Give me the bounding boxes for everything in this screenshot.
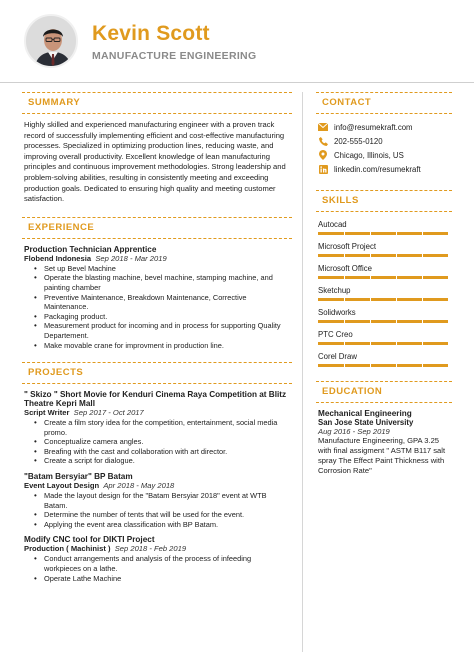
job-company-line: [24, 254, 290, 264]
skill-bar-separator: [396, 232, 397, 235]
left-column: [22, 92, 292, 583]
list-item: • Conduct arrangements and analysis of the process of infeeding workpieces on a lathe.: [34, 554, 290, 573]
skill-bar-separator: [344, 254, 345, 257]
project-title: "Batam Bersyiar" BP Batam: [24, 472, 133, 482]
project-dates: Apr 2018 - May 2018: [103, 481, 175, 491]
skill-bar: [318, 232, 448, 235]
list-item: • Applying the event area classification with BP Batam.: [34, 520, 290, 530]
candidate-name: Kevin Scott: [92, 22, 210, 45]
education-description: Manufacture Engineering, GPA 3.25 with final assigment " ASTM B117 salt spray The Effect Paint Thickness with Corrosion Rate": [318, 436, 446, 475]
skill-bar-separator: [396, 320, 397, 323]
summary-heading: SUMMARY: [22, 92, 292, 114]
location-text: Chicago, Illinois, US: [334, 150, 404, 160]
skills-list: [316, 218, 452, 367]
skill-name: Microsoft Office: [318, 264, 373, 273]
skill-bar-separator: [344, 342, 345, 345]
contact-heading: CONTACT: [316, 92, 452, 114]
project-role-line: [24, 481, 290, 491]
person-photo-icon: [26, 16, 78, 68]
list-item: • Operate the blasting machine, bevel machine, stamping machine, and painting chamber: [34, 273, 290, 292]
skill-bar-separator: [396, 364, 397, 367]
header-divider: [0, 82, 474, 83]
list-item: • Breafing with the cast and collaboration with art director.: [34, 447, 290, 457]
skill-bar-separator: [422, 298, 423, 301]
skill-bar-separator: [344, 320, 345, 323]
skill-bar-separator: [396, 276, 397, 279]
candidate-role: MANUFACTURE ENGINEERING: [92, 50, 257, 62]
map-pin-icon: [318, 150, 328, 160]
education-school: San Jose State University: [318, 418, 414, 427]
project-item: [22, 472, 292, 529]
skill-bar-separator: [422, 320, 423, 323]
right-column: [316, 92, 452, 476]
contact-list: [316, 120, 452, 176]
education-degree: Mechanical Engineering: [318, 409, 412, 418]
contact-phone[interactable]: [318, 134, 450, 148]
skill-item: [318, 242, 450, 257]
job-title: Production Technician Apprentice: [24, 244, 157, 254]
skill-item: [318, 308, 450, 323]
skills-heading: SKILLS: [316, 190, 452, 212]
skill-name: Solidworks: [318, 308, 356, 317]
summary-text: Highly skilled and experienced manufacturing engineer with a proven track record of successfully implementing efficient and cost-effective manufacturing processes. Specialized in optimizing production lines, reducing waste, and improving overall productivity. Excellent knowledge of lean manufacturing principles and continuous improvement methodologies. Strong leadership and problem-solving abilities, resulting in consistently meeting and exceeding production goals. Dedicated to ensuring high quality and meeting customer satisfaction.: [24, 120, 286, 204]
envelope-icon: [318, 122, 328, 132]
skill-name: Autocad: [318, 220, 347, 229]
skill-name: Corel Draw: [318, 352, 357, 361]
skill-bar: [318, 364, 448, 367]
skill-item: [318, 286, 450, 301]
education-dates: Aug 2016 - Sep 2019: [318, 427, 390, 436]
skill-bar: [318, 298, 448, 301]
project-role-line: [24, 408, 290, 418]
job-dates: Sep 2018 - Mar 2019: [95, 253, 167, 263]
skill-bar: [318, 254, 448, 257]
project-dates: Sep 2017 - Oct 2017: [73, 408, 144, 418]
list-item: • Determine the number of tents that will be used for the event.: [34, 510, 290, 520]
list-item: • Conceptualize camera angles.: [34, 437, 290, 447]
project-role-line: [24, 544, 290, 554]
list-item: • Packaging product.: [34, 312, 290, 322]
skill-bar-separator: [370, 342, 371, 345]
projects-heading: PROJECTS: [22, 362, 292, 384]
project-title: Modify CNC tool for DIKTI Project: [24, 535, 155, 545]
skill-bar-separator: [344, 298, 345, 301]
column-divider: [302, 92, 303, 652]
experience-heading: EXPERIENCE: [22, 217, 292, 239]
skill-bar-separator: [370, 364, 371, 367]
skill-item: [318, 330, 450, 345]
education-heading: EDUCATION: [316, 381, 452, 403]
skill-name: Sketchup: [318, 286, 351, 295]
skill-bar: [318, 342, 448, 345]
project-bullets: [34, 554, 290, 583]
list-item: • Make movable crane for improvment in production line.: [34, 341, 290, 351]
list-item: • Made the layout design for the "Batam Bersyiar 2018" event at WTB Batam.: [34, 491, 290, 510]
skill-bar-separator: [422, 342, 423, 345]
list-item: • Operate Lathe Machine: [34, 574, 290, 584]
project-bullets: [34, 418, 290, 466]
project-bullets: [34, 491, 290, 529]
job-company: Flobend Indonesia: [24, 253, 92, 263]
skill-item: [318, 220, 450, 235]
resume-header: [0, 0, 474, 82]
experience-item: [22, 245, 292, 350]
list-item: • Preventive Maintenance, Breakdown Maintenance, Corrective Maintenance.: [34, 293, 290, 312]
skill-bar-separator: [422, 232, 423, 235]
skill-bar-separator: [370, 232, 371, 235]
skill-bar-separator: [344, 364, 345, 367]
skill-bar-separator: [344, 276, 345, 279]
skill-bar-separator: [396, 254, 397, 257]
skill-bar-separator: [396, 342, 397, 345]
skill-item: [318, 352, 450, 367]
skill-bar-separator: [370, 298, 371, 301]
project-item: [22, 390, 292, 466]
skill-name: PTC Creo: [318, 330, 353, 339]
skill-bar: [318, 276, 448, 279]
linkedin-icon: [318, 164, 328, 174]
project-item: [22, 535, 292, 583]
project-title: " Skizo " Short Movie for Kenduri Cinema Raya Competition at Blitz Theatre Kepri Mall: [24, 390, 287, 409]
list-item: • Measurement product for incoming and in process for supporting Quality Departement.: [34, 321, 290, 340]
linkedin-text: linkedin.com/resumekraft: [334, 164, 421, 174]
list-item: • Create a film story idea for the competition, entertainment, social media promo.: [34, 418, 290, 437]
phone-icon: [318, 136, 328, 146]
skill-bar-separator: [370, 320, 371, 323]
phone-text: 202-555-0120: [334, 136, 383, 146]
education-item: [316, 409, 452, 476]
skill-bar-separator: [370, 276, 371, 279]
skill-bar-separator: [422, 364, 423, 367]
job-bullets: [34, 264, 290, 350]
skill-bar-separator: [422, 276, 423, 279]
skill-bar-separator: [422, 254, 423, 257]
skill-bar-separator: [396, 298, 397, 301]
skill-name: Microsoft Project: [318, 242, 377, 251]
project-dates: Sep 2018 - Feb 2019: [114, 544, 187, 554]
list-item: • Set up Bevel Machine: [34, 264, 290, 274]
email-text: info@resumekraft.com: [334, 122, 413, 132]
project-role: Production ( Machinist ): [24, 544, 111, 554]
project-role: Event Layout Design: [24, 481, 100, 491]
list-item: • Create a script for dialogue.: [34, 456, 290, 466]
skill-item: [318, 264, 450, 279]
contact-email[interactable]: [318, 120, 450, 134]
skill-bar-separator: [370, 254, 371, 257]
skill-bar: [318, 320, 448, 323]
contact-location: [318, 148, 450, 162]
avatar: [24, 14, 78, 68]
skill-bar-separator: [344, 232, 345, 235]
project-role: Script Writer: [24, 408, 70, 418]
contact-linkedin[interactable]: [318, 162, 450, 176]
